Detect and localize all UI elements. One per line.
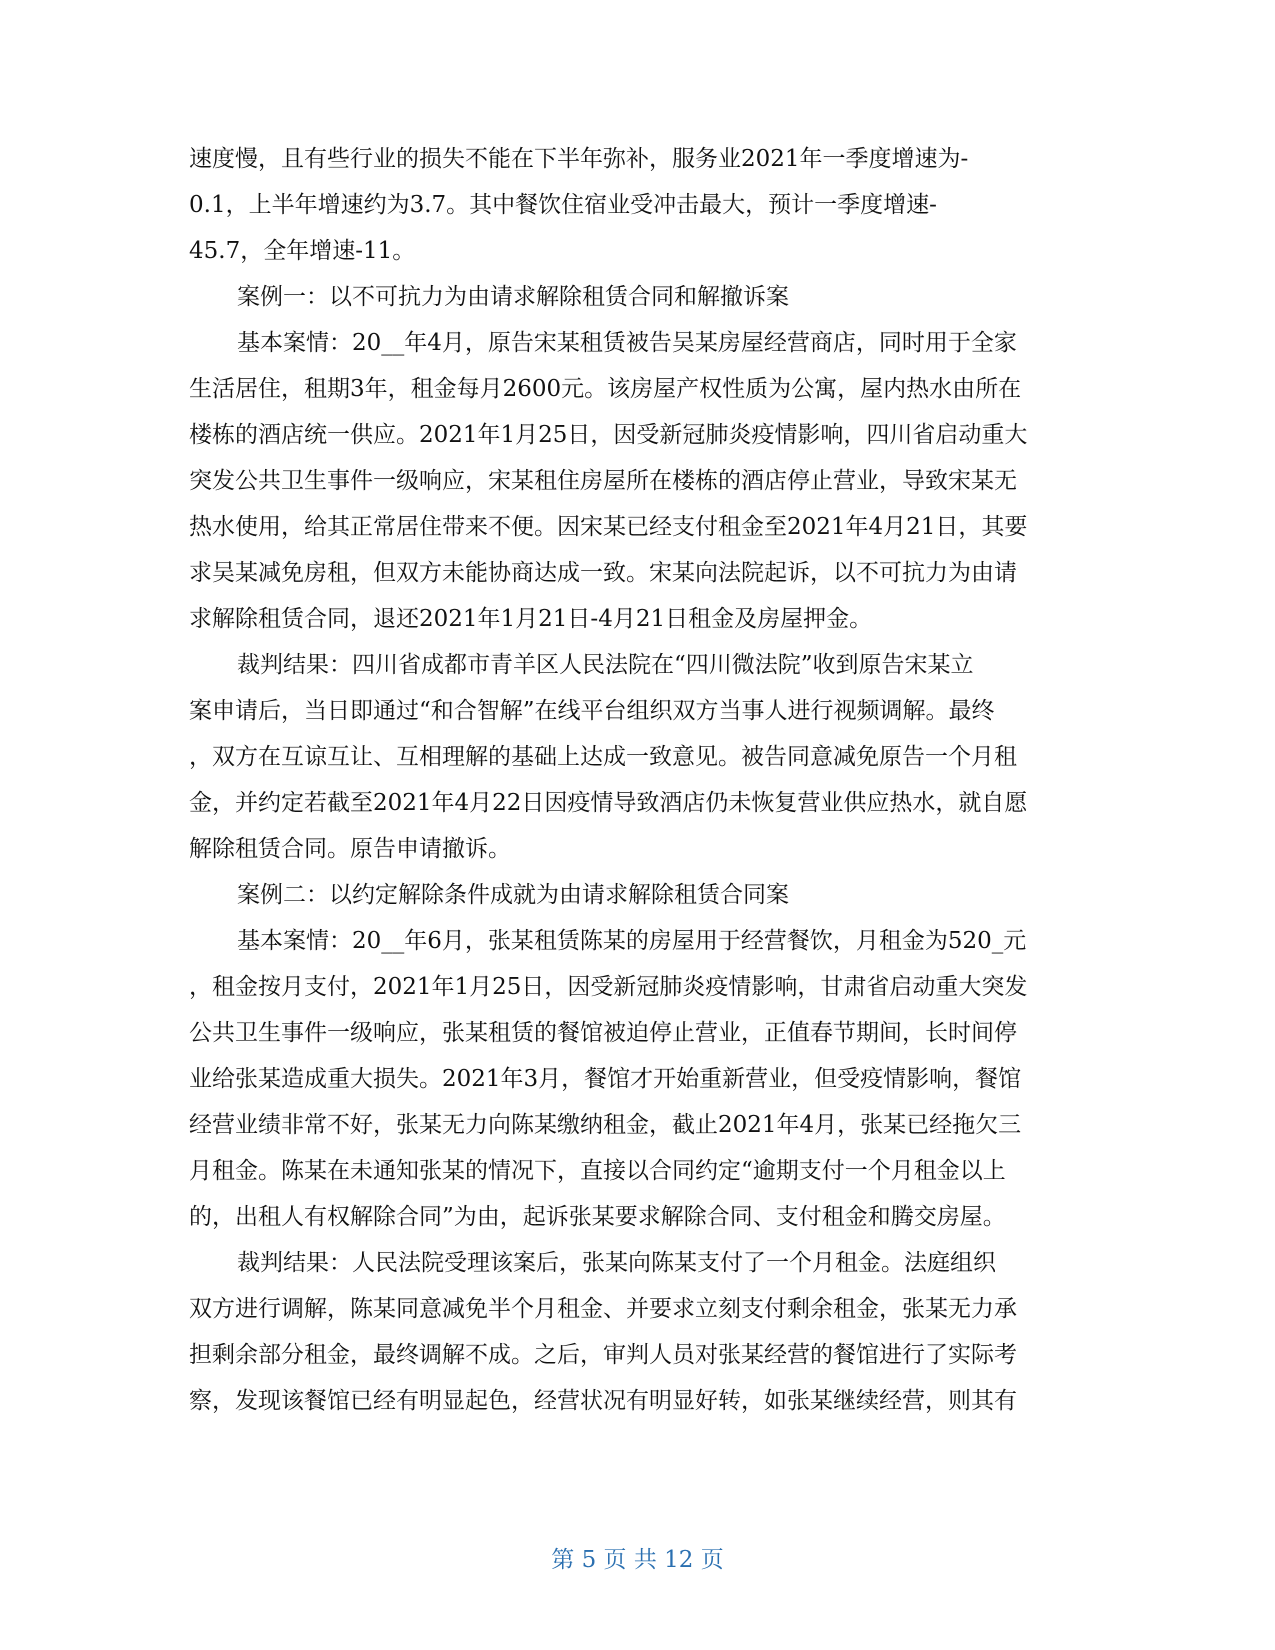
text-line: 的，出租人有权解除合同”为由，起诉张某要求解除合同、支付租金和腾交房屋。: [189, 1204, 1006, 1230]
text-line: 裁判结果：人民法院受理该案后，张某向陈某支付了一个月租金。法庭组织: [237, 1250, 996, 1276]
text-line: 业给张某造成重大损失。2021年3月，餐馆才开始重新营业，但受疫情影响，餐馆: [189, 1066, 1022, 1092]
text-line: 生活居住，租期3年，租金每月2600元。该房屋产权性质为公寓，屋内热水由所在: [189, 376, 1022, 402]
case-heading: 案例一：以不可抗力为由请求解除租赁合同和解撤诉案: [237, 284, 789, 310]
text-line: ，双方在互谅互让、互相理解的基础上达成一致意见。被告同意减免原告一个月租: [189, 744, 1017, 770]
text-line: 案申请后，当日即通过“和合智解”在线平台组织双方当事人进行视频调解。最终: [189, 698, 995, 724]
text-line: ，租金按月支付，2021年1月25日，因受新冠肺炎疫情影响，甘肃省启动重大突发: [189, 974, 1028, 1000]
text-line: 基本案情：20__年6月，张某租赁陈某的房屋用于经营餐饮，月租金为520_元: [237, 928, 1027, 954]
text-line: 基本案情：20__年4月，原告宋某租赁被告吴某房屋经营商店，同时用于全家: [237, 330, 1017, 356]
text-line: 经营业绩非常不好，张某无力向陈某缴纳租金，截止2021年4月，张某已经拖欠三: [189, 1112, 1022, 1138]
text-line: 担剩余部分租金，最终调解不成。之后，审判人员对张某经营的餐馆进行了实际考: [189, 1342, 1017, 1368]
text-line: 楼栋的酒店统一供应。2021年1月25日，因受新冠肺炎疫情影响，四川省启动重大: [189, 422, 1028, 448]
text-line: 45.7，全年增速-11。: [189, 238, 416, 264]
text-line: 速度慢，且有些行业的损失不能在下半年弥补，服务业2021年一季度增速为-: [189, 146, 969, 172]
text-line: 突发公共卫生事件一级响应，宋某租住房屋所在楼栋的酒店停止营业，导致宋某无: [189, 468, 1017, 494]
text-line: 察，发现该餐馆已经有明显起色，经营状况有明显好转，如张某继续经营，则其有: [189, 1388, 1017, 1414]
text-line: 求吴某减免房租，但双方未能协商达成一致。宋某向法院起诉，以不可抗力为由请: [189, 560, 1017, 586]
text-line: 求解除租赁合同，退还2021年1月21日-4月21日租金及房屋押金。: [189, 606, 873, 632]
text-line: 0.1，上半年增速约为3.7。其中餐饮住宿业受冲击最大，预计一季度增速-: [189, 192, 937, 218]
text-line: 月租金。陈某在未通知张某的情况下，直接以合同约定“逾期支付一个月租金以上: [189, 1158, 1006, 1184]
text-line: 公共卫生事件一级响应，张某租赁的餐馆被迫停止营业，正值春节期间，长时间停: [189, 1020, 1017, 1046]
text-line: 热水使用，给其正常居住带来不便。因宋某已经支付租金至2021年4月21日，其要: [189, 514, 1028, 540]
page-number-footer: 第 5 页 共 12 页: [551, 1547, 724, 1573]
text-line: 裁判结果：四川省成都市青羊区人民法院在“四川微法院”收到原告宋某立: [237, 652, 974, 678]
text-line: 金，并约定若截至2021年4月22日因疫情导致酒店仍未恢复营业供应热水，就自愿: [189, 790, 1028, 816]
text-line: 双方进行调解，陈某同意减免半个月租金、并要求立刻支付剩余租金，张某无力承: [189, 1296, 1017, 1322]
case-heading: 案例二：以约定解除条件成就为由请求解除租赁合同案: [237, 882, 789, 908]
text-line: 解除租赁合同。原告申请撤诉。: [189, 836, 511, 862]
